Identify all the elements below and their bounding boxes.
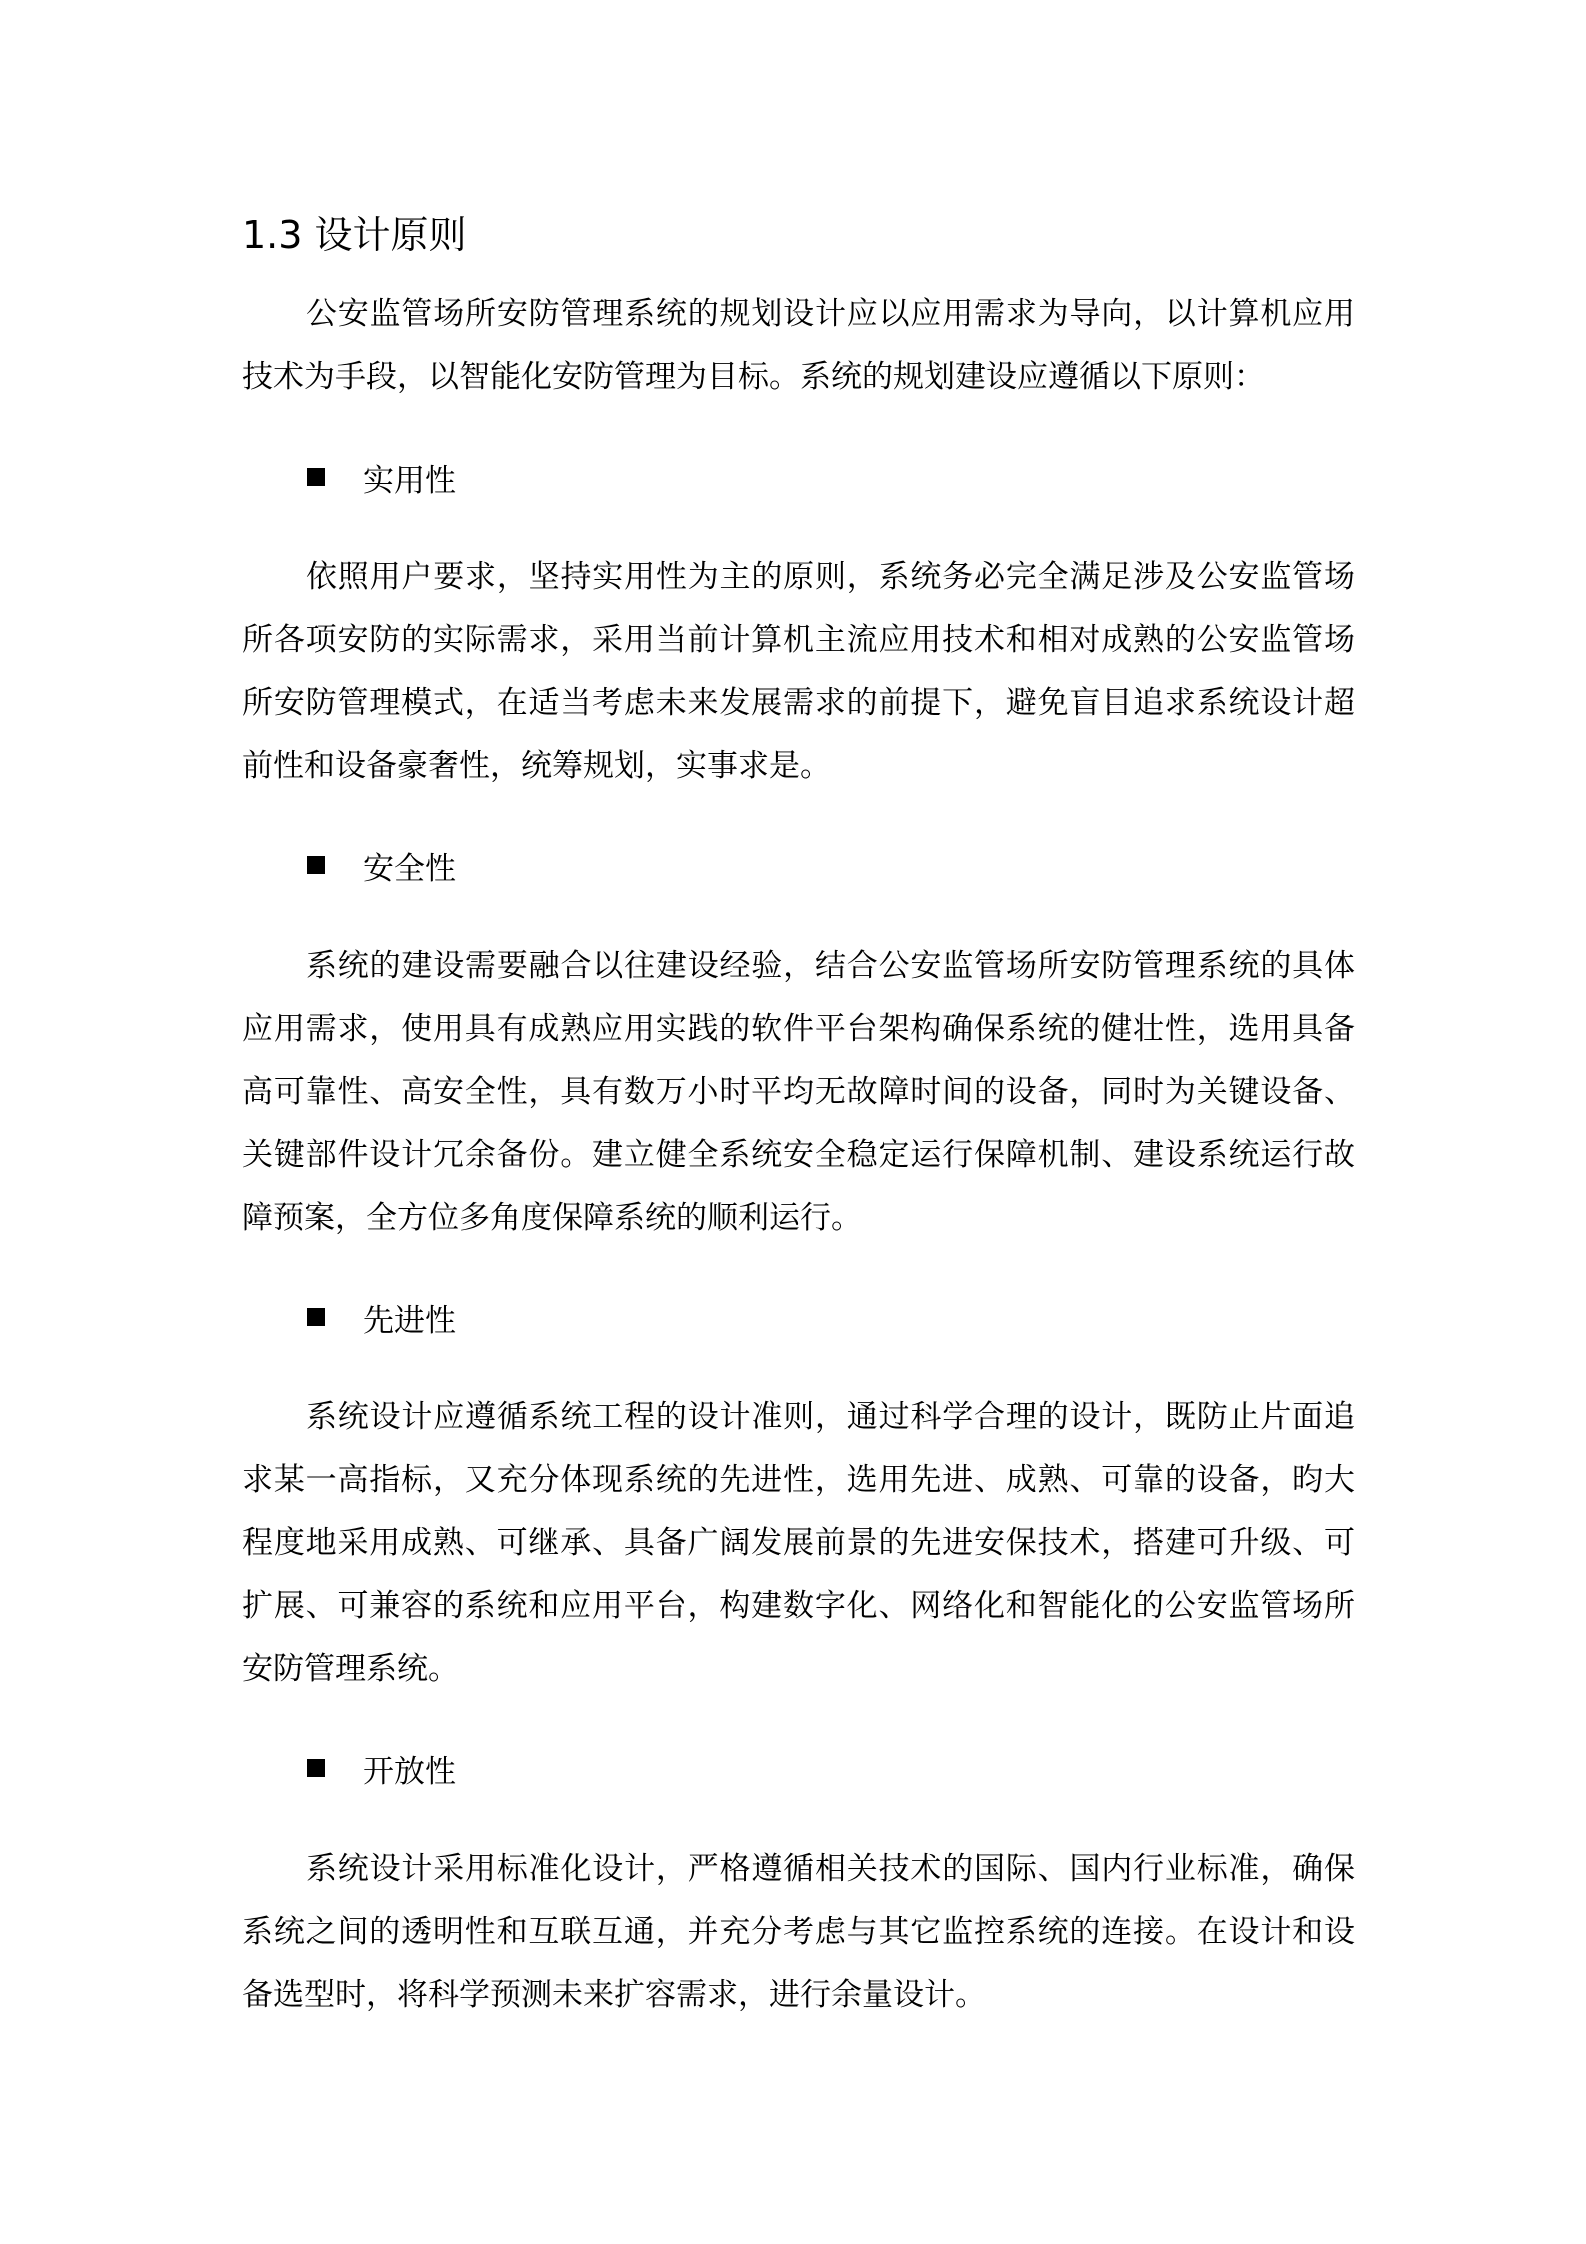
text-line: 系统之间的透明性和互联互通，并充分考虑与其它监控系统的连接。在设计和设 — [242, 1914, 1355, 1950]
square-bullet-icon — [307, 1759, 325, 1777]
paragraph-openness — [242, 1838, 1355, 2027]
text-line: 系统设计采用标准化设计，严格遵循相关技术的国际、国内行业标准，确保 — [306, 1851, 1355, 1887]
bullet-label: 开放性 — [363, 1753, 456, 1790]
bullet-label: 先进性 — [363, 1302, 456, 1339]
text-line: 系统设计应遵循系统工程的设计准则，通过科学合理的设计，既防止片面追 — [306, 1399, 1355, 1435]
text-line: 障预案，全方位多角度保障系统的顺利运行。 — [242, 1200, 862, 1236]
text-line: 关键部件设计冗余备份。建立健全系统安全稳定运行保障机制、建设系统运行故 — [242, 1137, 1355, 1173]
text-line: 技术为手段，以智能化安防管理为目标。系统的规划建设应遵循以下原则： — [242, 359, 1265, 395]
text-line: 程度地采用成熟、可继承、具备广阔发展前景的先进安保技术，搭建可升级、可 — [242, 1525, 1355, 1561]
text-line: 前性和设备豪奢性，统筹规划，实事求是。 — [242, 748, 831, 784]
square-bullet-icon — [307, 856, 325, 874]
bullet-advancement — [307, 1297, 456, 1337]
paragraph-practicality — [242, 546, 1355, 798]
bullet-practicality — [307, 457, 456, 497]
text-line: 扩展、可兼容的系统和应用平台，构建数字化、网络化和智能化的公安监管场所 — [242, 1588, 1355, 1624]
text-line: 依照用户要求，坚持实用性为主的原则，系统务必完全满足涉及公安监管场 — [306, 559, 1355, 595]
intro-paragraph — [242, 283, 1355, 409]
bullet-label: 安全性 — [363, 850, 456, 887]
text-line: 所安防管理模式，在适当考虑未来发展需求的前提下，避免盲目追求系统设计超 — [242, 685, 1355, 721]
text-line: 求某一高指标，又充分体现系统的先进性，选用先进、成熟、可靠的设备，昀大 — [242, 1462, 1355, 1498]
paragraph-advancement — [242, 1386, 1355, 1701]
text-line: 高可靠性、高安全性，具有数万小时平均无故障时间的设备，同时为关键设备、 — [242, 1074, 1355, 1110]
text-line: 公安监管场所安防管理系统的规划设计应以应用需求为导向，以计算机应用 — [306, 296, 1355, 332]
bullet-openness — [307, 1748, 456, 1788]
text-line: 安防管理系统。 — [242, 1651, 459, 1687]
text-line: 系统的建设需要融合以往建设经验，结合公安监管场所安防管理系统的具体 — [306, 948, 1355, 984]
square-bullet-icon — [307, 468, 325, 486]
bullet-label: 实用性 — [363, 462, 456, 499]
square-bullet-icon — [307, 1308, 325, 1326]
text-line: 所各项安防的实际需求，采用当前计算机主流应用技术和相对成熟的公安监管场 — [242, 622, 1355, 658]
paragraph-security — [242, 935, 1355, 1250]
text-line: 应用需求，使用具有成熟应用实践的软件平台架构确保系统的健壮性，选用具备 — [242, 1011, 1355, 1047]
section-heading: 1.3 设计原则 — [242, 213, 467, 257]
text-line: 备选型时，将科学预测未来扩容需求，进行余量设计。 — [242, 1977, 986, 2013]
bullet-security — [307, 845, 456, 885]
